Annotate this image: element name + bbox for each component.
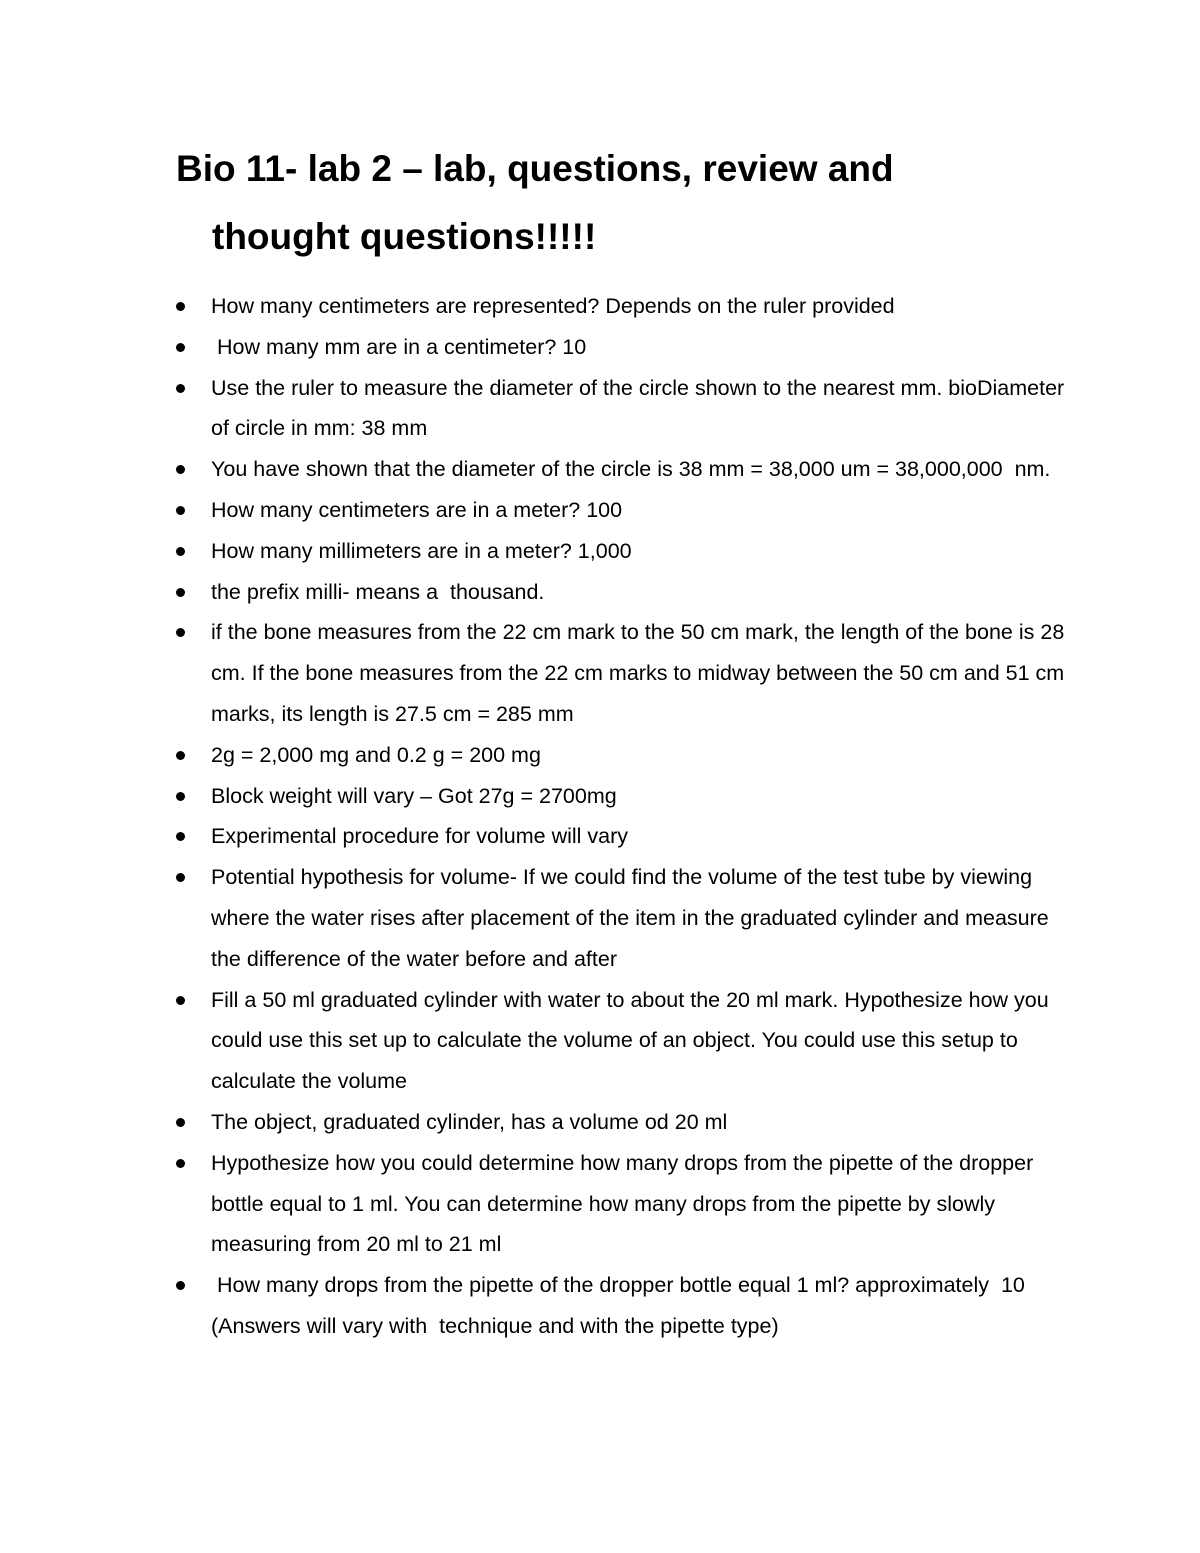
list-item — [0, 776, 1071, 817]
bullet-icon — [176, 506, 185, 515]
bullet-icon — [176, 996, 185, 1005]
list-item-text: How many mm are in a centimeter? 10 — [211, 334, 587, 359]
list-item — [0, 980, 1071, 1102]
list-item-text: How many drops from the pipette of the dropper bottle equal 1 ml? approximately 10 (Answers will vary with technique and with the pipette type) — [211, 1273, 1031, 1338]
list-item-text: Hypothesize how you could determine how many drops from the pipette of the dropper bottle equal to 1 ml. You can determine how many drops from the pipette by slowly measuring from 20 ml to 21 ml — [211, 1150, 1040, 1257]
bullet-icon — [176, 1281, 185, 1290]
list-item — [0, 612, 1071, 734]
bullet-icon — [176, 343, 185, 352]
list-item-text: Use the ruler to measure the diameter of the circle shown to the nearest mm. bioDiameter of circle in mm: 38 mm — [211, 375, 1071, 441]
bullet-icon — [176, 792, 185, 801]
list-item — [0, 531, 1071, 572]
list-item — [0, 1102, 1071, 1143]
bullet-icon — [176, 465, 185, 474]
list-item-text: How many centimeters are in a meter? 100 — [211, 497, 623, 522]
bullet-icon — [176, 628, 185, 637]
bullet-list — [0, 286, 1200, 1347]
list-item — [0, 1143, 1071, 1265]
bullet-icon — [176, 751, 185, 760]
list-item-text: Fill a 50 ml graduated cylinder with water to about the 20 ml mark. Hypothesize how you could use this set up to calculate the volume of an object. You could use this setup to calculate the volume — [211, 987, 1055, 1094]
title-line-2: thought questions!!!!! — [212, 216, 597, 257]
list-item — [0, 816, 1071, 857]
bullet-icon — [176, 832, 185, 841]
list-item-text: Potential hypothesis for volume- If we could find the volume of the test tube by viewing where the water rises after placement of the item in the graduated cylinder and measure the difference of the water before and after — [211, 865, 1055, 971]
bullet-icon — [176, 547, 185, 556]
bullet-icon — [176, 302, 185, 311]
list-item — [0, 449, 1071, 490]
list-item — [0, 735, 1071, 776]
list-item — [0, 327, 1071, 368]
list-item-text: You have shown that the diameter of the circle is 38 mm = 38,000 um = 38,000,000 nm. — [211, 457, 1051, 482]
list-item — [0, 857, 1071, 979]
list-item — [0, 286, 1071, 327]
list-item — [0, 368, 1071, 450]
bullet-icon — [176, 1159, 185, 1168]
list-item-text: Experimental procedure for volume will vary — [211, 824, 629, 849]
title-line-1: Bio 11- lab 2 – lab, questions, review and — [176, 148, 894, 189]
bullet-icon — [176, 1118, 185, 1127]
list-item-text: the prefix milli- means a thousand. — [211, 579, 545, 604]
list-item-text: How many centimeters are represented? Depends on the ruler provided — [211, 294, 895, 318]
list-item-text: 2g = 2,000 mg and 0.2 g = 200 mg — [211, 742, 541, 767]
bullet-icon — [176, 873, 185, 882]
list-item-text: How many millimeters are in a meter? 1,000 — [211, 538, 632, 563]
list-item — [0, 572, 1071, 613]
bullet-icon — [176, 588, 185, 597]
list-item-text: The object, graduated cylinder, has a volume od 20 ml — [211, 1109, 728, 1134]
bullet-icon — [176, 384, 185, 393]
list-item — [0, 1265, 1071, 1347]
list-item-text: if the bone measures from the 22 cm mark to the 50 cm mark, the length of the bone is 28 cm. If the bone measures from the 22 cm marks to midway between the 50 cm and 51 cm marks, its length is 27.5 cm = 285 mm — [211, 620, 1071, 726]
list-item — [0, 490, 1071, 531]
list-item-text: Block weight will vary – Got 27g = 2700mg — [211, 783, 617, 808]
document-title — [176, 135, 976, 271]
